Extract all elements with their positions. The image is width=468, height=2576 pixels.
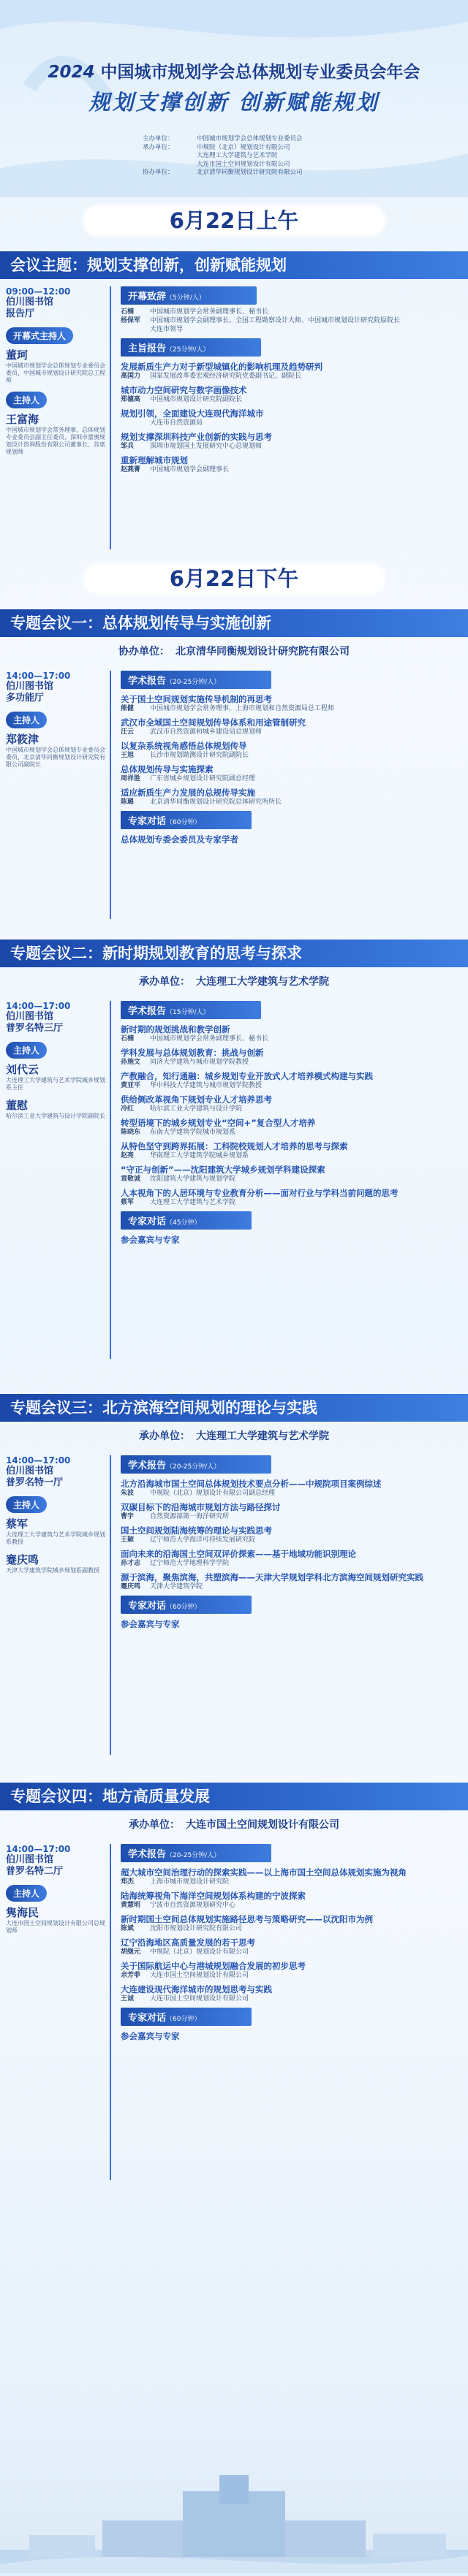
report-item (121, 1867, 461, 1886)
speaker-desc: 宁波市自然资源规划研究中心 (150, 1902, 236, 1909)
speaker-name: 杨保军 (121, 317, 141, 324)
report-item (121, 362, 461, 381)
report-item (121, 1094, 461, 1113)
tag-label: 学术报告 (128, 1460, 167, 1471)
report-title: 供给侧改革视角下规划专业人才培养思考 (121, 1094, 272, 1105)
report-item (121, 741, 461, 760)
report-title: 武汉市全域国土空间规划传导体系和用途管制研究 (121, 717, 306, 728)
speaker-name: 石楠 (121, 1035, 135, 1043)
host-desc: 中国城市规划学会总体规划专业委员会委员，北京清华同衡规划设计研究院有限公司副院长 (6, 747, 105, 768)
speaker-desc: 沈阳市规划设计研究院有限公司 (150, 1925, 243, 1932)
report-speaker (121, 1536, 461, 1544)
venue-line: 伯川图书馆 (6, 1466, 54, 1476)
host-desc: 大连市国土空间规划设计有限公司总规划师 (6, 1920, 105, 1934)
section-tag (121, 2008, 252, 2026)
organizer-row (143, 161, 450, 169)
speaker-name: 陈璐 (121, 799, 135, 806)
speaker-desc: 中规院（北京）规划设计有限公司 (150, 1948, 249, 1956)
report-speaker (121, 1151, 461, 1160)
speaker-desc: 自然资源部第一海洋研究所 (150, 1513, 230, 1520)
speaker-desc: 北京清华同衡规划设计研究院总体研究所所长 (150, 799, 282, 806)
host-key: 承办单位： (129, 1819, 180, 1831)
timeline-line (110, 286, 111, 549)
speaker-desc: 中国城市规划学会常务副理事长、秘书长 (150, 308, 269, 316)
report-speaker (121, 1198, 461, 1207)
session3-left-column (6, 1455, 107, 1574)
org-name: 中规院（北京）规划设计有限公司 (197, 143, 290, 151)
speaker-desc: 大连市国土空间规划设计有限公司 (150, 1995, 249, 2003)
speaker-name: 胡继元 (121, 1948, 141, 1956)
opening-speakers (121, 308, 461, 334)
report-speaker (121, 465, 461, 474)
speaker-desc: 武汉市自然资源和城乡建设局总规划师 (150, 728, 263, 736)
morning-reports (121, 362, 461, 474)
session-venue (6, 1466, 107, 1489)
session3-content (121, 1455, 461, 1629)
org-name: 北京清华同衡规划设计研究院有限公司 (197, 169, 303, 176)
speaker-desc: 沈阳建筑大学建筑与规划学院 (150, 1175, 236, 1183)
venue-line: 多功能厅 (6, 693, 45, 704)
report-title: 总体规划传导与实施探索 (121, 764, 214, 774)
speaker-name: 曹宇 (121, 1513, 135, 1520)
report-title: 陆海统筹视角下海洋空间规划体系构建的宁波探索 (121, 1891, 306, 1901)
report-title: 规划引领，全面建设大连现代海洋城市 (121, 408, 264, 419)
speaker-name: 孙才志 (121, 1560, 141, 1567)
tag-duration: （60分钟） (166, 819, 201, 826)
host-chip: 主持人 (6, 1885, 47, 1902)
report-item (121, 717, 461, 736)
tag-duration: （20-25分钟/人） (166, 1463, 221, 1471)
speaker-desc: 深圳市规划国土发展研究中心总规划师 (150, 443, 263, 450)
morning-topic-bar: 会议主题：规划支撑创新，创新赋能规划 (0, 251, 468, 279)
tag-label: 学术报告 (128, 1006, 167, 1017)
morning-banner: 6月22日上午 (84, 206, 384, 235)
tag-label: 专家对话 (128, 1601, 167, 1612)
report-speaker (121, 442, 461, 451)
report-title: 面向未来的沿海国土空间双评价探索——基于地域功能识别理论 (121, 1549, 356, 1559)
report-speaker (121, 1081, 461, 1090)
report-item (121, 408, 461, 427)
session4-content (121, 1844, 461, 2041)
report-speaker (121, 1175, 461, 1184)
host-name: 董珂 (6, 348, 29, 362)
session-venue (6, 1011, 107, 1034)
tag-label: 专家对话 (128, 816, 167, 827)
section-tag (121, 1844, 271, 1862)
report-title: 人本视角下的人居环境与专业教育分析——面对行业与学科当前问题的思考 (121, 1188, 399, 1198)
host-value: 北京清华同衡规划设计研究院有限公司 (176, 646, 350, 658)
report-speaker (121, 1994, 461, 2003)
section-tag (121, 1001, 261, 1019)
report-title: “守正与创新”——沈阳建筑大学城乡规划学科建设探索 (121, 1165, 325, 1175)
session3-track (0, 1455, 468, 1755)
report-speaker (121, 419, 461, 427)
page-title (15, 58, 453, 83)
host-name: 蔡军 (6, 1517, 29, 1531)
organizer-list (143, 135, 450, 178)
org-role: 协办单位： (143, 169, 174, 176)
speaker-desc: 天津大学建筑学院 (150, 1583, 203, 1590)
report-item (121, 385, 461, 404)
report-item (121, 432, 461, 451)
speaker-name: 汪云 (121, 728, 135, 736)
speaker-desc: 国家发展改革委宏观经济研究院党委副书记、副院长 (150, 373, 302, 380)
host-desc: 大连理工大学建筑与艺术学院城乡规划系主任 (6, 1077, 105, 1091)
speaker-name: 余芳菲 (121, 1972, 141, 1979)
report-title: 辽宁沿海地区高质量发展的若干思考 (121, 1937, 255, 1948)
tag-duration: （20-25分钟/人） (166, 679, 221, 686)
report-title: 超大城市空间治理行动的探索实践——以上海市国土空间总体规划实施为视角 (121, 1867, 407, 1878)
report-title: 北方沿海城市国土空间总体规划技术要点分析——中规院项目案例综述 (121, 1479, 382, 1489)
report-title: 双碳目标下的沿海城市规划方法与路径探讨 (121, 1502, 281, 1512)
session-time: 14:00—17:00 (6, 1001, 71, 1011)
session4-title-bar: 专题会议四：地方高质量发展 (0, 1783, 468, 1810)
report-item (121, 1502, 461, 1521)
speaker-desc: 辽宁师范大学海洋可持续发展研究院 (150, 1536, 256, 1544)
report-speaker (121, 1971, 461, 1980)
speaker-desc: 中国城市规划学会常务理事，上海市规划和自然资源局总工程师 (150, 705, 335, 712)
building-silhouette-decoration (0, 2469, 468, 2573)
session4-host-line (0, 1816, 468, 1834)
speaker-row (121, 316, 461, 325)
expert-text: 总体规划专委会委员及专家学者 (121, 834, 238, 845)
report-speaker (121, 728, 461, 736)
host-value: 大连市国土空间规划设计有限公司 (186, 1819, 339, 1831)
venue-line: 普罗名特一厅 (6, 1477, 64, 1488)
section-tag (121, 1211, 252, 1230)
session1-content (121, 671, 461, 845)
title-text: 中国城市规划学会总体规划专业委员会年会 (100, 63, 420, 82)
report-speaker (121, 798, 461, 807)
report-speaker (121, 395, 461, 404)
speaker-desc: 华中科技大学建筑与城市规划学院教授 (150, 1082, 263, 1089)
host-name: 刘代云 (6, 1063, 39, 1076)
org-role (143, 152, 197, 161)
host-desc: 中国城市规划学会常务理事、总体规划专业委员会副主任委员，深圳市蕾奥规划设计咨询股份有限公司董事长、首席规划师 (6, 427, 105, 455)
speaker-desc: 中国城市规划学会常务副理事长、秘书长 (150, 1035, 269, 1043)
tag-duration: （25分钟/人） (166, 346, 210, 354)
speaker-name: 赵亮 (121, 1152, 135, 1159)
venue-line: 伯川图书馆 (6, 681, 54, 692)
report-title: 城市动力空间研究与数字画像技术 (121, 385, 247, 395)
speaker-desc: 大连市国土空间规划设计有限公司 (150, 1972, 249, 1979)
venue-line: 普罗名特三厅 (6, 1023, 64, 1034)
report-speaker (121, 1128, 461, 1137)
speaker-desc: 辽宁师范大学地理科学学院 (150, 1560, 230, 1567)
expert-text: 参会嘉宾与专家 (121, 2031, 180, 2041)
report-item (121, 788, 461, 807)
host-name: 蹇庆鸣 (6, 1553, 39, 1566)
speaker-name: 高国力 (121, 373, 141, 380)
tag-label: 专家对话 (128, 2013, 167, 2024)
report-speaker (121, 372, 461, 381)
report-item (121, 1479, 461, 1498)
speaker-name: 周祥胜 (121, 775, 141, 782)
report-item (121, 1071, 461, 1090)
host-key: 协办单位： (118, 646, 170, 658)
organizer-row (143, 135, 450, 144)
report-item (121, 1024, 461, 1043)
report-title: 重新理解城市规划 (121, 455, 188, 465)
report-item (121, 1188, 461, 1207)
session2-left-column (6, 1001, 107, 1120)
report-title: 关于国际航运中心与港城规划融合发展的初步思考 (121, 1961, 306, 1971)
title-year: 2024 (48, 63, 95, 82)
organizer-row (143, 144, 450, 153)
speaker-desc: 中国城市规划学会副理事长 (150, 466, 230, 473)
session2-content (121, 1001, 461, 1245)
speaker-name: 袁敬诚 (121, 1175, 141, 1183)
report-item (121, 1984, 461, 2003)
report-item (121, 1048, 461, 1067)
report-item (121, 1549, 461, 1568)
afternoon-banner: 6月22日下午 (84, 564, 384, 593)
report-title: 关于国土空间规划实施传导机制的再思考 (121, 694, 272, 704)
speaker-name: 冷红 (121, 1105, 135, 1113)
report-speaker (121, 1878, 461, 1886)
venue-line: 伯川图书馆 (6, 1854, 54, 1865)
session-time: 09:00—12:00 (6, 286, 71, 297)
section-tag (121, 1455, 271, 1474)
host-chip: 主持人 (6, 1496, 47, 1513)
report-title: 大连建设现代海洋城市的规划思考与实践 (121, 1984, 272, 1994)
report-title: 新时期的规划挑战和教学创新 (121, 1024, 230, 1034)
report-title: 新时期国土空间总体规划实施路径思考与策略研究——以沈阳市为例 (121, 1914, 373, 1924)
speaker-desc: 广东省城乡规划设计研究院副总经理 (150, 775, 256, 782)
report-item (121, 1165, 461, 1184)
session-venue (6, 297, 107, 320)
tag-duration: （60分钟） (166, 2016, 201, 2023)
report-item (121, 1141, 461, 1160)
report-title: 转型语境下的城乡规划专业“空间+”复合型人才培养 (121, 1118, 316, 1128)
speaker-desc: 大连市自然资源局 (150, 419, 203, 427)
report-title: 源于滨海，聚焦滨海，共塑滨海——天津大学规划学科北方滨海空间规划研究实践 (121, 1572, 423, 1582)
host-chip: 主持人 (6, 1042, 47, 1059)
session3-host-line (0, 1428, 468, 1445)
section-tag (121, 1596, 252, 1614)
tag-duration: （20-25分钟/人） (166, 1852, 221, 1859)
session2-host-line (0, 973, 468, 991)
host-value: 大连理工大学建筑与艺术学院 (196, 1430, 329, 1442)
report-item (121, 694, 461, 713)
host-chip: 主持人 (6, 392, 47, 408)
tag-label: 主旨报告 (128, 343, 167, 354)
report-item (121, 1572, 461, 1591)
section-tag (121, 286, 257, 305)
session-time: 14:00—17:00 (6, 1455, 71, 1466)
host-name: 董慰 (6, 1099, 29, 1112)
org-role: 主办单位： (143, 135, 174, 142)
speaker-name: 郑杰 (121, 1878, 135, 1886)
speaker-desc: 中国城市规划学会副理事长、全国工程勘察设计大师、中国城市规划设计研究院原院长 (150, 317, 401, 324)
report-speaker (121, 1489, 461, 1498)
org-role (143, 161, 197, 169)
speaker-desc: 东南大学建筑学院城市规划系 (150, 1129, 236, 1136)
venue-line: 伯川图书馆 (6, 1011, 54, 1022)
speaker-name: 熊健 (121, 705, 135, 712)
tag-label: 专家对话 (128, 1216, 167, 1227)
report-title: 以复杂系统视角感悟总体规划传导 (121, 741, 247, 751)
speaker-desc: 长沙市规划勘测设计研究院副院长 (150, 752, 249, 759)
report-title: 国土空间规划陆海统筹的理论与实践思考 (121, 1525, 272, 1536)
host-desc: 中国城市规划学会总体规划专业委员会委员，中国城市规划设计研究院总工程师 (6, 362, 105, 384)
speaker-name: 黄亚平 (121, 1082, 141, 1089)
report-speaker (121, 1105, 461, 1113)
morning-track (0, 286, 468, 549)
speaker-desc: 大连市领导 (150, 326, 184, 333)
speaker-name: 郑德高 (121, 396, 141, 403)
speaker-name: 陈斌 (121, 1925, 135, 1932)
org-name: 大连理工大学建筑与艺术学院 (197, 152, 278, 159)
speaker-name: 赵燕菁 (121, 466, 141, 473)
report-item (121, 1525, 461, 1544)
session2-track (0, 1001, 468, 1359)
speaker-row (121, 308, 461, 316)
timeline-line (110, 671, 111, 919)
report-speaker (121, 1034, 461, 1043)
morning-content (121, 286, 461, 479)
report-speaker (121, 1924, 461, 1933)
header (0, 0, 468, 197)
report-speaker (121, 704, 461, 713)
host-key: 承办单位： (139, 1430, 190, 1442)
session1-track (0, 671, 468, 919)
org-role: 承办单位： (143, 143, 174, 151)
host-desc: 大连理工大学建筑与艺术学院城乡规划系教授 (6, 1531, 105, 1545)
host-value: 大连理工大学建筑与艺术学院 (196, 976, 329, 988)
report-speaker (121, 1058, 461, 1067)
report-title: 从特色坚守到跨界拓展：工科院校规划人才培养的思考与探索 (121, 1141, 348, 1151)
host-name: 隽海民 (6, 1906, 39, 1919)
section-tag (121, 811, 252, 829)
slogan: 规划支撑创新 创新赋能规划 (88, 90, 380, 115)
tag-label: 开幕致辞 (128, 291, 167, 302)
tag-duration: （45分钟） (166, 1219, 201, 1227)
speaker-name: 王旭 (121, 752, 135, 759)
org-name: 中国城市规划学会总体规划专业委员会 (197, 135, 303, 142)
host-chip: 主持人 (6, 712, 47, 728)
session-venue (6, 681, 107, 704)
host-chip: 开幕式主持人 (6, 327, 73, 344)
organizer-row (143, 152, 450, 161)
report-item (121, 764, 461, 783)
speaker-desc: 上海市城市规划设计研究院 (150, 1878, 230, 1886)
host-name: 郑筱津 (6, 733, 39, 746)
report-speaker (121, 1559, 461, 1568)
speaker-desc: 华南理工大学建筑学院城乡规划系 (150, 1152, 249, 1159)
morning-left-column (6, 286, 107, 456)
report-item (121, 1914, 461, 1933)
venue-line: 普罗名特二厅 (6, 1866, 64, 1877)
report-title: 学科发展与总体规划教育：挑战与创新 (121, 1048, 264, 1058)
speaker-row (121, 325, 461, 334)
speaker-desc: 大连理工大学建筑与艺术学院 (150, 1199, 236, 1206)
speaker-desc: 中国城市规划设计研究院副院长 (150, 396, 243, 403)
speaker-name: 石楠 (121, 308, 135, 316)
report-title: 规划支撑深圳科技产业创新的实践与思考 (121, 432, 272, 442)
speaker-desc: 哈尔滨工业大学建筑与设计学院 (150, 1105, 243, 1113)
speaker-name: 陈晓东 (121, 1129, 141, 1136)
venue-line: 报告厅 (6, 308, 35, 319)
speaker-name: 黄慧明 (121, 1902, 141, 1909)
tag-duration: （15分钟/人） (166, 1009, 210, 1016)
host-key: 承办单位： (139, 976, 190, 988)
tag-duration: （60分钟） (166, 1604, 201, 1611)
report-speaker (121, 774, 461, 783)
speaker-name: 孙施文 (121, 1059, 141, 1066)
report-item (121, 1961, 461, 1980)
speaker-desc: 同济大学建筑与城市规划学院教授 (150, 1059, 249, 1066)
tag-duration: （5分钟/人） (166, 294, 205, 302)
report-speaker (121, 751, 461, 760)
footer-cityscape (0, 2469, 468, 2573)
host-name: 王富海 (6, 413, 39, 426)
speaker-name: 蹇庆鸣 (121, 1583, 141, 1590)
organizer-row (143, 169, 450, 178)
session-venue (6, 1854, 107, 1878)
speaker-name: 王诚 (121, 1995, 135, 2003)
expert-text: 参会嘉宾与专家 (121, 1619, 180, 1629)
report-speaker (121, 1582, 461, 1591)
host-desc: 哈尔滨工业大学建筑与设计学院副院长 (6, 1113, 105, 1119)
timeline-line (110, 1001, 111, 1359)
session1-host-line (0, 643, 468, 660)
session3-title-bar: 专题会议三：北方滨海空间规划的理论与实践 (0, 1394, 468, 1422)
session-time: 14:00—17:00 (6, 671, 71, 681)
session4-track (0, 1844, 468, 2180)
session2-title-bar: 专题会议二：新时期规划教育的思考与探求 (0, 940, 468, 967)
session1-left-column (6, 671, 107, 769)
timeline-line (110, 1455, 111, 1755)
expert-text: 参会嘉宾与专家 (121, 1235, 180, 1245)
tag-label: 学术报告 (128, 1849, 167, 1860)
report-title: 发展新质生产力对于新型城镇化的影响机理及趋势研判 (121, 362, 322, 372)
report-speaker (121, 1901, 461, 1910)
report-item (121, 455, 461, 474)
speaker-name: 蔡军 (121, 1199, 135, 1206)
report-item (121, 1937, 461, 1956)
speaker-name: 邹兵 (121, 443, 135, 450)
session4-left-column (6, 1844, 107, 1935)
report-item (121, 1891, 461, 1910)
org-name: 大连市国土空间规划设计有限公司 (197, 160, 290, 168)
timeline-line (110, 1844, 111, 2180)
venue-line: 伯川图书馆 (6, 297, 54, 308)
report-title: 产教融合，知行通融：城乡规划专业开放式人才培养模式构建与实践 (121, 1071, 373, 1081)
report-item (121, 1118, 461, 1137)
host-desc: 天津大学建筑学院城乡规划系副教授 (6, 1567, 99, 1574)
tag-label: 学术报告 (128, 676, 167, 687)
section-tag (121, 671, 271, 689)
speaker-name: 朱波 (121, 1490, 135, 1497)
report-speaker (121, 1948, 461, 1956)
section-tag (121, 338, 261, 357)
session-time: 14:00—17:00 (6, 1844, 71, 1854)
speaker-desc: 中规院（北京）规划设计有限公司副总经理 (150, 1490, 276, 1497)
session1-title-bar: 专题会议一：总体规划传导与实施创新 (0, 609, 468, 637)
report-title: 适应新质生产力发展的总规传导实施 (121, 788, 255, 798)
speaker-name: 王颖 (121, 1536, 135, 1544)
report-speaker (121, 1512, 461, 1521)
